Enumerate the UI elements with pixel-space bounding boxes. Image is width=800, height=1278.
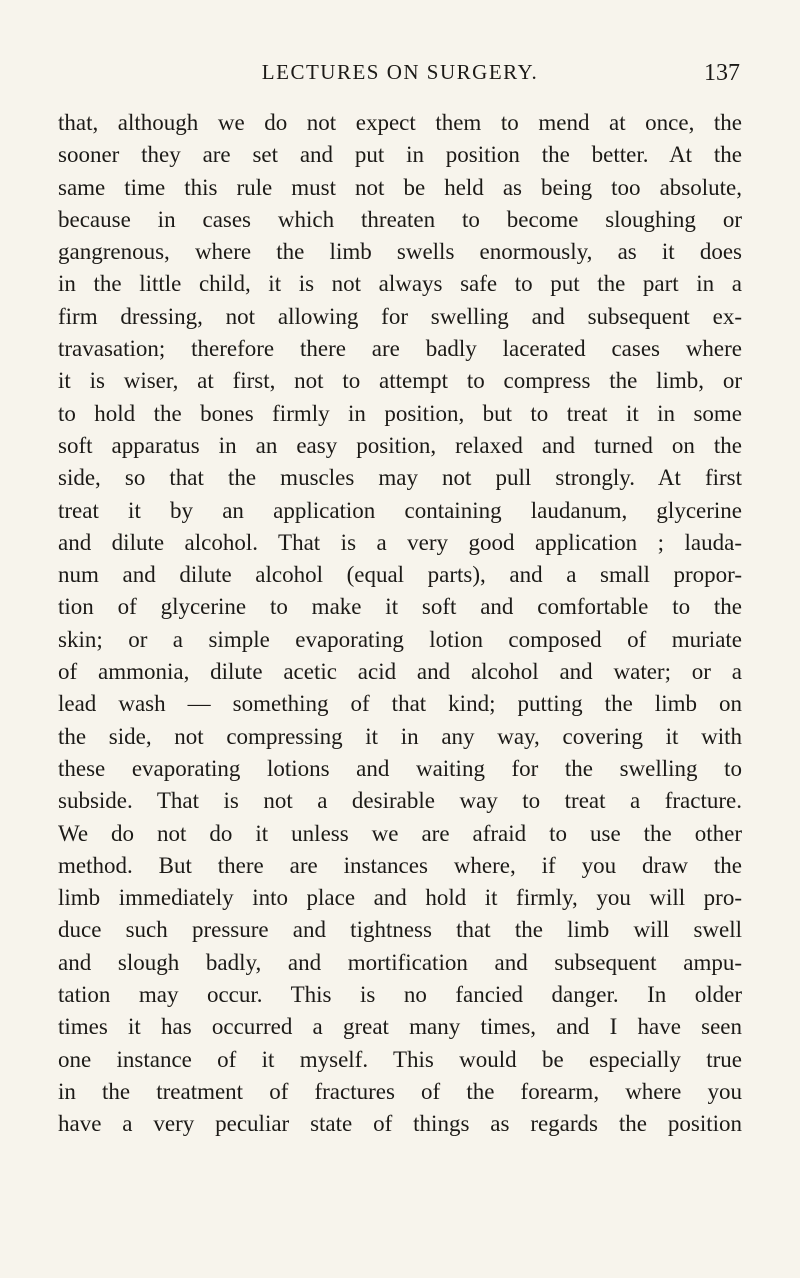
text-line: times it has occurred a great many times, and I have seen — [58, 1014, 742, 1040]
text-line: of ammonia, dilute acetic acid and alcohol and water; or a — [58, 659, 742, 685]
text-line: firm dressing, not allowing for swelling and subsequent ex- — [58, 303, 742, 329]
body-paragraph — [58, 107, 742, 1141]
text-line: lead wash — something of that kind; putting the limb on — [58, 691, 742, 717]
text-line: and slough badly, and mortification and subsequent ampu- — [58, 949, 742, 975]
text-line: because in cases which threaten to become sloughing or — [58, 206, 742, 232]
text-line: treat it by an application containing laudanum, glycerine — [58, 497, 742, 523]
text-line: same time this rule must not be held as being too absolute, — [58, 174, 742, 200]
text-line: tation may occur. This is no fancied danger. In older — [58, 982, 742, 1008]
text-line: the side, not compressing it in any way, covering it with — [58, 723, 742, 749]
text-line: num and dilute alcohol (equal parts), and a small propor- — [58, 562, 742, 588]
text-line: duce such pressure and tightness that the limb will swell — [58, 917, 742, 943]
text-line: soft apparatus in an easy position, relaxed and turned on the — [58, 432, 742, 458]
text-line: side, so that the muscles may not pull strongly. At first — [58, 465, 742, 491]
text-line: in the treatment of fractures of the forearm, where you — [58, 1078, 742, 1104]
text-line: and dilute alcohol. That is a very good application ; lauda- — [58, 529, 742, 555]
text-line: have a very peculiar state of things as regards the position — [58, 1111, 742, 1137]
text-line: limb immediately into place and hold it firmly, you will pro- — [58, 885, 742, 911]
text-line: to hold the bones firmly in position, but to treat it in some — [58, 400, 742, 426]
page-header — [60, 60, 740, 90]
text-line: tion of glycerine to make it soft and comfortable to the — [58, 594, 742, 620]
text-line: skin; or a simple evaporating lotion composed of muriate — [58, 626, 742, 652]
text-line: travasation; therefore there are badly lacerated cases where — [58, 336, 742, 362]
text-line: in the little child, it is not always safe to put the part in a — [58, 271, 742, 297]
text-line: sooner they are set and put in position the better. At the — [58, 142, 742, 168]
page-number: 137 — [704, 60, 740, 86]
text-line: that, although we do not expect them to mend at once, the — [58, 110, 742, 135]
text-line: We do not do it unless we are afraid to use the other — [58, 820, 742, 846]
text-line: these evaporating lotions and waiting for the swelling to — [58, 755, 742, 781]
running-head: LECTURES ON SURGERY. — [261, 60, 539, 84]
text-line: one instance of it myself. This would be especially true — [58, 1046, 742, 1072]
text-line: gangrenous, where the limb swells enormously, as it does — [58, 239, 742, 265]
text-line: it is wiser, at first, not to attempt to compress the limb, or — [58, 368, 742, 394]
text-line: method. But there are instances where, if you draw the — [58, 852, 742, 878]
text-line: subside. That is not a desirable way to treat a fracture. — [58, 788, 742, 814]
